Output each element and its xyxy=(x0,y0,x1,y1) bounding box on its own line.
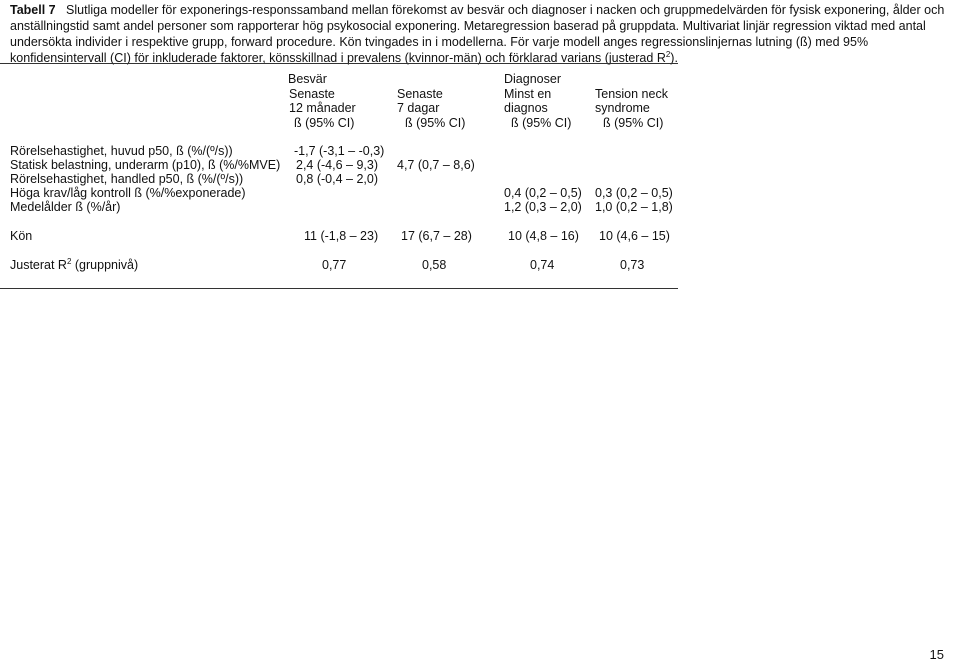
r2-value: 0,73 xyxy=(620,258,645,272)
col-header-3-line2: diagnos xyxy=(504,101,548,115)
col-header-3-line1: Minst en xyxy=(504,87,552,101)
col-header-1-line2: 12 månader xyxy=(289,101,356,115)
caption-text: Slutliga modeller för exponerings-responssamband mellan förekomst av besvär och diagnoser i nacken och gruppmedelvärden för fysisk exponering, ålder och anställningstid samt andel personer som rapporterar hög psykosocial exponering. Metaregression baserad på gruppdata. Multivariat linjär regression viktad med antal undersökta individer i respektive grupp, forward procedure. Kön tvingades in i modellerna. För varje modell anges regressionslinjernas lutning (ß) med 95% konfidensintervall (CI) för inkluderade faktorer, könsskillnad i prevalens (kvinnor-män) och förklarad varians (justerad R xyxy=(10,3,945,65)
row-label: Rörelsehastighet, handled p50, ß (%/(º/s)) xyxy=(10,172,244,186)
col-header-4-line1: Tension neck xyxy=(595,87,668,101)
col-header-4-line3: ß (95% CI) xyxy=(603,116,664,130)
caption-label: Tabell 7 xyxy=(10,3,56,17)
row-value: 2,4 (-4,6 – 9,3) xyxy=(296,158,378,172)
row-label: Rörelsehastighet, huvud p50, ß (%/(º/s)) xyxy=(10,144,233,158)
col-header-4-line2: syndrome xyxy=(595,101,650,115)
kon-value: 11 (-1,8 – 23) xyxy=(304,229,379,243)
r2-value: 0,74 xyxy=(530,258,555,272)
row-value: 0,3 (0,2 – 0,5) xyxy=(595,186,673,200)
col-header-1-line1: Senaste xyxy=(289,87,335,101)
r2-label: Justerat $R^2$ (gruppnivå) xyxy=(10,257,139,272)
group-header-diagnoser: Diagnoser xyxy=(504,72,561,86)
row-label: Höga krav/låg kontroll ß (%/%exponerade) xyxy=(10,186,246,200)
row-value: 0,4 (0,2 – 0,5) xyxy=(504,186,582,200)
kon-value: 10 (4,6 – 15) xyxy=(599,229,670,243)
table-caption xyxy=(10,2,955,66)
kon-label: Kön xyxy=(10,229,33,243)
kon-value: 17 (6,7 – 28) xyxy=(401,229,472,243)
regression-table xyxy=(0,63,678,289)
r2-value: 0,77 xyxy=(322,258,347,272)
r2-value: 0,58 xyxy=(422,258,447,272)
col-header-2-line2: 7 dagar xyxy=(397,101,440,115)
col-header-3-line3: ß (95% CI) xyxy=(511,116,572,130)
col-header-1-line3: ß (95% CI) xyxy=(294,116,355,130)
col-header-2-line3: ß (95% CI) xyxy=(405,116,466,130)
group-header-besvar: Besvär xyxy=(288,72,327,86)
row-value: -1,7 (-3,1 – -0,3) xyxy=(294,144,385,158)
caption-tail: ). xyxy=(670,51,678,65)
row-value: 1,0 (0,2 – 1,8) xyxy=(595,200,673,214)
row-label: Medelålder ß (%/år) xyxy=(10,200,121,214)
page-number: 15 xyxy=(929,647,944,662)
row-value: 0,8 (-0,4 – 2,0) xyxy=(296,172,378,186)
caption-sup: 2 xyxy=(665,50,671,59)
col-header-2-line1: Senaste xyxy=(397,87,443,101)
row-label: Statisk belastning, underarm (p10), ß (%/%MVE) xyxy=(10,158,281,172)
kon-value: 10 (4,8 – 16) xyxy=(508,229,579,243)
row-value: 4,7 (0,7 – 8,6) xyxy=(397,158,475,172)
row-value: 1,2 (0,3 – 2,0) xyxy=(504,200,582,214)
